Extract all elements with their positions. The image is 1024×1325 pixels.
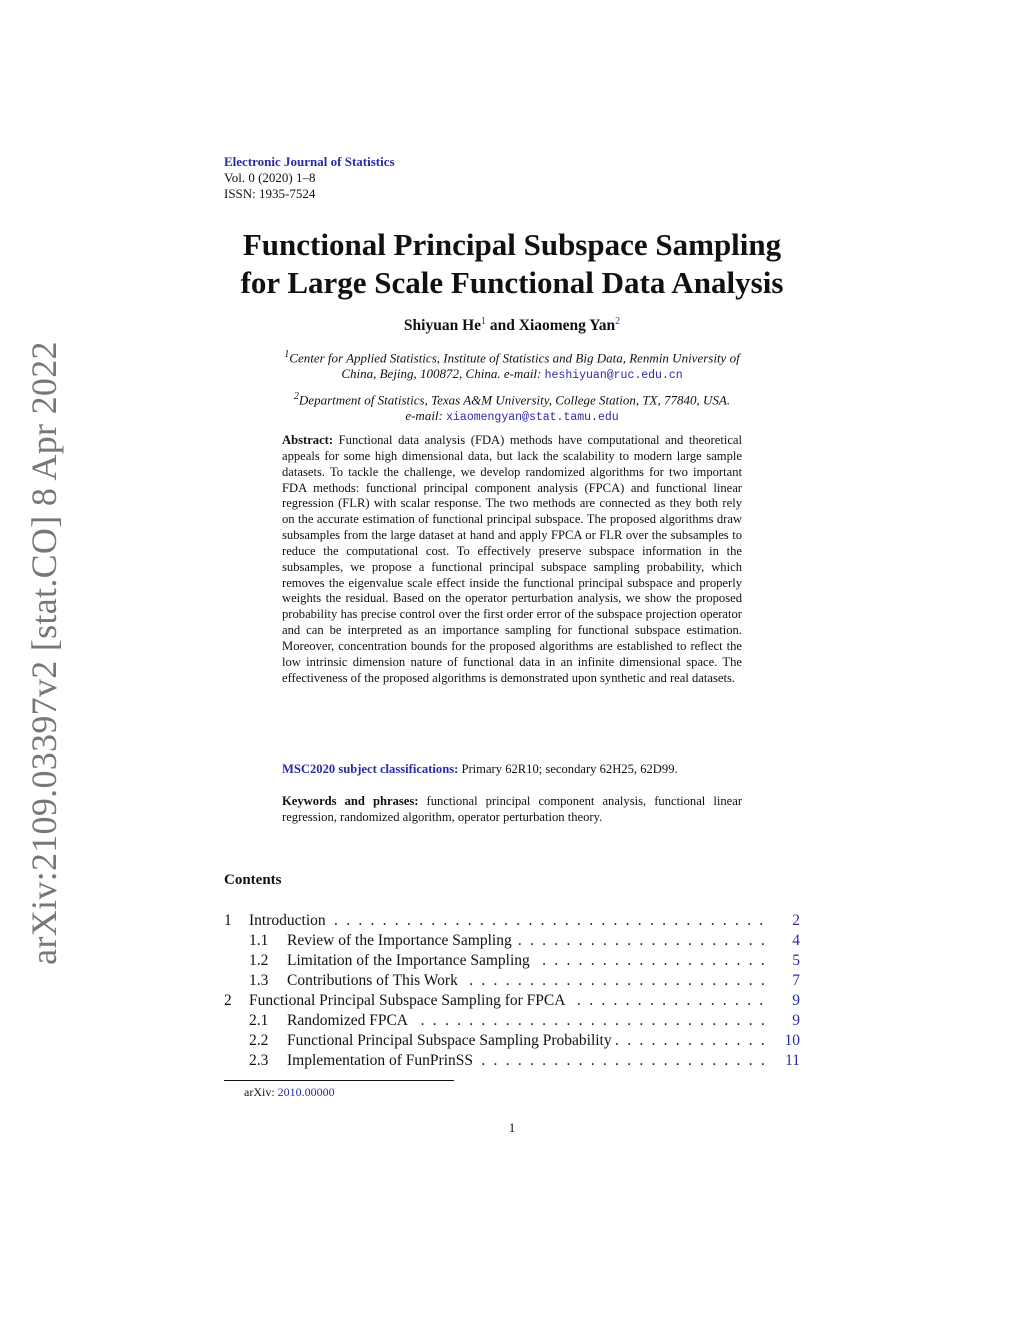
toc-entry[interactable]	[224, 1051, 800, 1071]
page-number: 1	[508, 1120, 516, 1135]
toc-entry-number: 1	[224, 912, 232, 929]
toc-page-link[interactable]: 4	[792, 932, 800, 949]
msc-label-link[interactable]: MSC2020 subject classifications:	[282, 762, 459, 776]
journal-header	[224, 154, 395, 202]
toc-entry-title: Contributions of This Work	[287, 972, 462, 989]
keywords-label: Keywords and phrases:	[282, 794, 419, 808]
keywords	[282, 794, 742, 826]
keywords-text: functional principal component analysis, functional linear regression, randomized algorithm, operator perturbation theory.	[282, 794, 743, 824]
toc-page-link[interactable]: 9	[792, 992, 800, 1009]
toc-entry-number: 1.1	[249, 932, 269, 949]
toc-entry-title: Introduction	[249, 912, 330, 929]
toc-entry-title: Review of the Importance Sampling	[287, 932, 516, 949]
affil-2-line-2: e-mail:	[405, 408, 443, 424]
affil-2-email-link[interactable]: xiaomengyan@stat.tamu.edu	[446, 411, 619, 425]
toc-entry[interactable]	[224, 991, 800, 1011]
toc-entry-number: 2.1	[249, 1012, 269, 1029]
arxiv-stamp-text: arXiv:2109.03397v2 [stat.CO] 8 Apr 2022	[24, 341, 64, 965]
toc-entry-number: 2	[224, 992, 232, 1009]
toc-entry-title: Implementation of FunPrinSS	[287, 1052, 477, 1069]
title-line-1: Functional Principal Subspace Sampling	[242, 227, 782, 262]
footnote-arxiv-link[interactable]: 2010.00000	[277, 1085, 335, 1099]
toc-entry-title: Functional Principal Subspace Sampling for FPCA	[249, 992, 569, 1009]
affil-1-line-2: China, Bejing, 100872, China. e-mail:	[341, 366, 542, 382]
toc-entry[interactable]	[224, 931, 800, 951]
toc-entry-title: Functional Principal Subspace Sampling Probability	[287, 1032, 616, 1049]
author-list	[200, 316, 824, 335]
footnote	[244, 1085, 335, 1100]
title-line-2: for Large Scale Functional Data Analysis	[240, 265, 784, 300]
arxiv-stamp	[18, 341, 70, 965]
toc-page-link[interactable]: 10	[784, 1032, 800, 1049]
toc-entry[interactable]	[224, 1031, 800, 1051]
toc-page-link[interactable]: 9	[792, 1012, 800, 1029]
msc-classifications	[282, 762, 742, 778]
affil-1-sup: 1	[284, 349, 290, 360]
table-of-contents	[224, 911, 800, 1071]
affil-2-line-1: Department of Statistics, Texas A&M University, College Station, TX, 77840, USA.	[298, 392, 731, 408]
toc-entry[interactable]	[224, 911, 800, 931]
toc-entry[interactable]	[224, 951, 800, 971]
toc-entry-number: 1.2	[249, 952, 269, 969]
toc-page-link[interactable]: 2	[792, 912, 800, 929]
msc-text: Primary 62R10; secondary 62H25, 62D99.	[461, 762, 678, 776]
toc-page-link[interactable]: 7	[792, 972, 800, 989]
toc-page-link[interactable]: 11	[785, 1052, 800, 1069]
toc-entry-number: 2.3	[249, 1052, 269, 1069]
affil-1-email-link[interactable]: heshiyuan@ruc.edu.cn	[544, 369, 683, 383]
toc-page-link[interactable]: 5	[792, 952, 800, 969]
paper-title	[150, 226, 874, 302]
abstract	[282, 433, 742, 687]
abstract-label: Abstract:	[282, 433, 334, 447]
footnote-label: arXiv:	[244, 1085, 275, 1099]
toc-entry[interactable]	[224, 1011, 800, 1031]
affil-1-line-1: Center for Applied Statistics, Institute of Statistics and Big Data, Renmin University of	[289, 350, 740, 366]
toc-entry-title: Limitation of the Importance Sampling	[287, 952, 534, 969]
author-2: Xiaomeng Yan	[518, 317, 616, 335]
affiliation-1	[224, 347, 800, 384]
journal-volume: Vol. 0 (2020) 1–8	[224, 170, 316, 185]
author-conjunction: and	[489, 317, 515, 335]
author-2-affil-link[interactable]: 2	[615, 316, 621, 327]
toc-entry[interactable]	[224, 971, 800, 991]
journal-name-link[interactable]: Electronic Journal of Statistics	[224, 154, 395, 169]
abstract-text: Functional data analysis (FDA) methods have computational and theoretical appeals for some high dimensional data, but lack the scalability to modern large sample datasets. To tackle the challenge, we develop randomized algorithms for two important FDA methods: functional principal component analysis (FPCA) and functional linear regression (FLR) with scalar response. The two methods are connected as they both rely on the accurate estimation of functional principal subspace. The proposed algorithms draw subsamples from the large dataset at hand and apply FPCA or FLR over the subsamples to reduce the computational cost. To effectively preserve subspace information in the subsamples, we propose a functional principal subspace sampling probability, which removes the eigenvalue scale effect inside the functional principal subspace and properly weights the residual. Based on the operator perturbation analysis, we show the proposed probability has precise control over the first order error of the subspace projection operator and can be interpreted as an importance sampling for functional subspace estimation. Moreover, concentration bounds for the proposed algorithms are established to reflect the low intrinsic dimension nature of functional data in an infinite dimensional space. The effectiveness of the proposed algorithms is demonstrated upon synthetic and real datasets.	[282, 433, 742, 685]
journal-issn: ISSN: 1935-7524	[224, 186, 316, 201]
author-1: Shiyuan He	[403, 317, 482, 335]
contents-heading: Contents	[224, 872, 282, 888]
affil-2-sup: 2	[293, 391, 299, 402]
toc-entry-number: 1.3	[249, 972, 269, 989]
author-1-affil-link[interactable]: 1	[481, 316, 487, 327]
toc-entry-number: 2.2	[249, 1032, 269, 1049]
footnote-rule	[224, 1080, 454, 1081]
toc-entry-title: Randomized FPCA	[287, 1012, 412, 1029]
affiliation-2	[224, 389, 800, 426]
